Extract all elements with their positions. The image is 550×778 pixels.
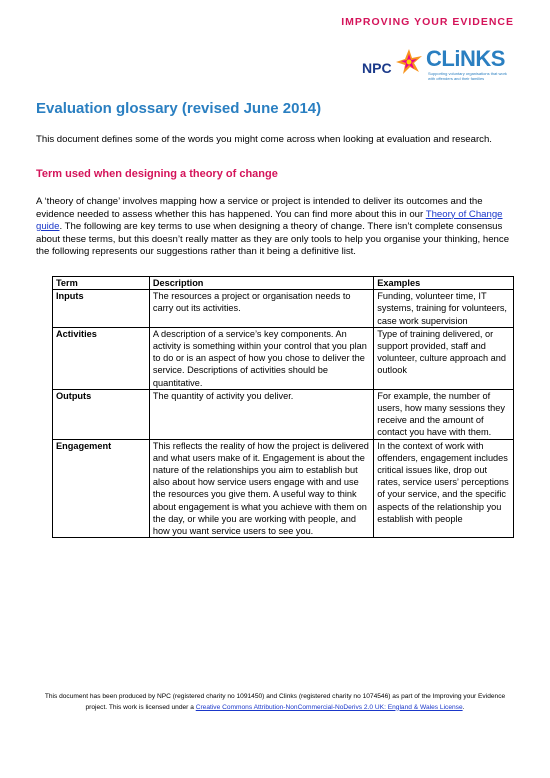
footer-text: This document has been produced by NPC (registered charity no 1091450) and Clinks (registered charity no 1074546) as part of the Improving your Evidence project. This work is licensed under a	[44, 693, 506, 711]
footer-end: .	[462, 703, 465, 711]
paragraph-text-end: . The following are key terms to use when designing a theory of change. There isn’t complete consensus about these terms, but this doesn’t really matter as they are only tools to help you organise your thinking, hence the following represents our suggestions rather than it being a definitive list.	[36, 221, 510, 257]
footer	[40, 692, 510, 713]
paragraph-text-start: A ‘theory of change’ involves mapping how a service or project is intended to deliver its outcomes and the evidence needed to assess whether this has happened. You can find more about this in our	[36, 196, 483, 220]
intro-text: This document defines some of the words you might come across when looking at evaluation and research.	[36, 134, 492, 145]
page-title: Evaluation glossary (revised June 2014)	[36, 100, 322, 117]
npc-logo: NPC	[362, 60, 392, 76]
header-tag: IMPROVING YOUR EVIDENCE	[341, 16, 514, 28]
license-link[interactable]: Creative Commons Attribution-NonCommercial-NoDerivs 2.0 UK: England & Wales License	[195, 703, 463, 711]
description-cell: A description of a service’s key components. An activity is something within your control that you plan to do or is an aspect of how you chose to deliver the service. Descriptions of activities should be quantitative.	[149, 327, 373, 389]
column-header-examples: Examples	[374, 277, 514, 290]
term-cell: Outputs	[53, 389, 150, 439]
body-paragraph	[36, 196, 516, 259]
term-cell: Inputs	[53, 290, 150, 328]
examples-cell: In the context of work with offenders, engagement includes critical issues like, drop out rates, service users’ perceptions of your service, and the specific aspects of the relationship you establish with people	[374, 439, 514, 538]
description-cell: This reflects the reality of how the project is delivered and what users make of it. Engagement is about the nature of the relationships you aim to establish but also about how service users engage with and use the resources you give them. A useful way to think about engagement is what you achieve with them on the day, or while you are working with people, and how you want service users to see you.	[149, 439, 373, 538]
starburst-icon	[395, 48, 423, 76]
description-cell: The quantity of activity you deliver.	[149, 389, 373, 439]
table-row	[53, 290, 514, 328]
table-row	[53, 327, 514, 389]
column-header-term: Term	[53, 277, 150, 290]
clinks-logo: CLiNKS	[426, 46, 505, 71]
term-cell: Activities	[53, 327, 150, 389]
term-cell: Engagement	[53, 439, 150, 538]
examples-cell: For example, the number of users, how many sessions they receive and the amount of contact you have with them.	[374, 389, 514, 439]
table-row	[53, 439, 514, 538]
examples-cell: Type of training delivered, or support provided, staff and volunteer, culture approach and outlook	[374, 327, 514, 389]
column-header-description: Description	[149, 277, 373, 290]
examples-cell: Funding, volunteer time, IT systems, training for volunteers, case work supervision	[374, 290, 514, 328]
table-row	[53, 389, 514, 439]
clinks-tagline: Supporting voluntary organisations that work with offenders and their families	[428, 71, 507, 81]
description-cell: The resources a project or organisation needs to carry out its activities.	[149, 290, 373, 328]
section-heading: Term used when designing a theory of change	[36, 168, 278, 180]
glossary-table	[52, 276, 514, 538]
table-header-row	[53, 277, 514, 290]
theory-of-change-link[interactable]: Theory of Change guide	[36, 208, 503, 232]
partner-logos	[362, 44, 512, 92]
